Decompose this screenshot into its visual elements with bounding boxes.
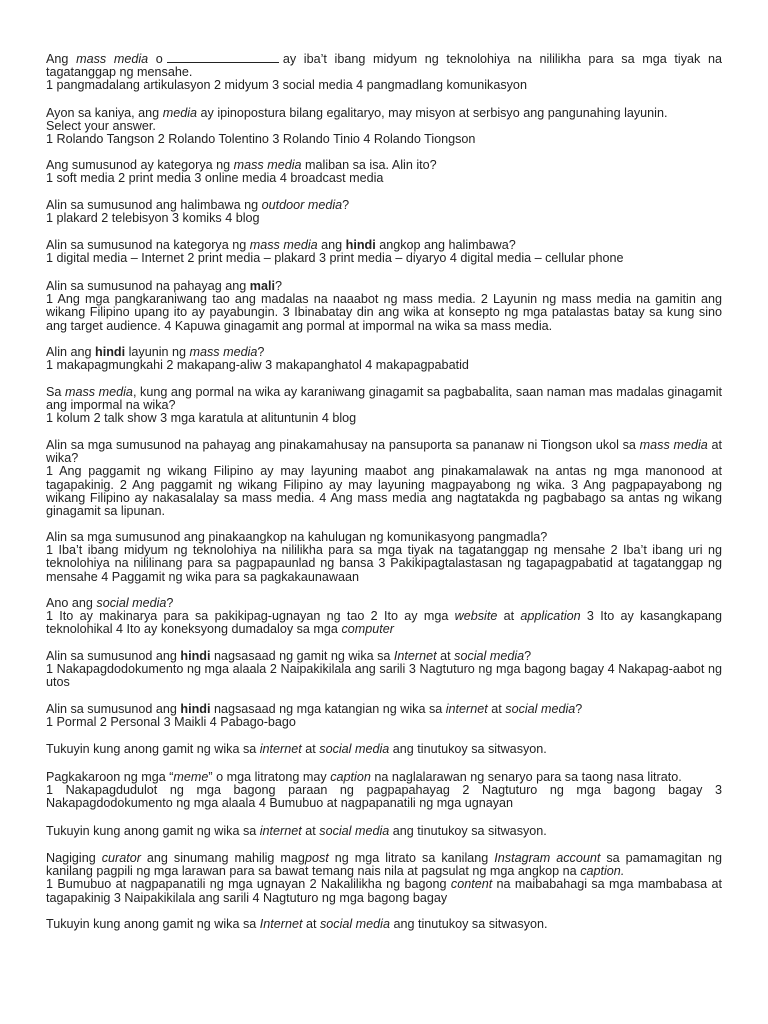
question-prompt: Ang sumusunod ay kategorya ng mass media maliban sa isa. Alin ito?: [46, 158, 437, 172]
instruction-2: [46, 825, 722, 838]
question-prompt: Ang mass media o ay iba’t ibang midyum ng teknolohiya na nililikha para sa mga tiyak na tagatanggap ng mensahe.: [46, 52, 722, 80]
question-prompt: Ano ang social media?: [46, 596, 174, 610]
question-options: 1 soft media 2 print media 3 online media 4 broadcast media: [46, 171, 384, 186]
instruction-1: [46, 743, 722, 756]
question-13: [46, 703, 722, 729]
question-2: [46, 107, 722, 147]
question-prompt: Alin sa sumusunod ang hindi nagsasaad ng mga katangian ng wika sa internet at social media?: [46, 702, 583, 716]
question-prompt: Tukuyin kung anong gamit ng wika sa internet at social media ang tinutukoy sa sitwasyon.: [46, 824, 547, 838]
question-options: 1 Bumubuo at nagpapanatili ng mga ugnayan 2 Nakalilikha ng bagong content na maibabahagi sa mga mambabasa at tagapakinig 3 Naipakikilala ang sarili 4 Nagtuturo ng mga bagong bagay: [46, 877, 722, 905]
question-options: 1 kolum 2 talk show 3 mga karatula at alituntunin 4 blog: [46, 411, 357, 426]
question-instruction: Select your answer.: [46, 119, 156, 134]
question-prompt: Alin sa sumusunod na kategorya ng mass media ang hindi angkop ang halimbawa?: [46, 238, 516, 252]
question-options: 1 Ito ay makinarya para sa pakikipag-ugnayan ng tao 2 Ito ay mga website at application 3 Ito ay kasangkapang teknolohikal 4 Ito ay koneksyong dumadaloy sa mga computer: [46, 609, 722, 637]
question-3: [46, 159, 722, 185]
question-8: [46, 386, 722, 426]
question-6: [46, 280, 722, 333]
question-5: [46, 239, 722, 265]
instruction-3: [46, 918, 722, 931]
question-options: 1 Iba’t ibang midyum ng teknolohiya na nililikha para sa mga tiyak na tagatanggap ng mensahe 2 Iba’t ibang uri ng teknolohiya na nililinang para sa pagpapaunlad ng bansa 3 Pakikipagtalastasan ng tagapagpabatid at tagatanggap ng mensahe 4 Paggamit ng wika para sa pagkakaunawaan: [46, 543, 722, 584]
question-prompt: Tukuyin kung anong gamit ng wika sa internet at social media ang tinutukoy sa sitwasyon.: [46, 742, 547, 756]
question-15: [46, 852, 722, 905]
answer-blank: [167, 52, 279, 63]
question-options: 1 Nakapagdudulot ng mga bagong paraan ng pagpapahayag 2 Nagtuturo ng mga bagong bagay 3 Nakapagdodokumento ng mga alaala 4 Bumubuo at nagpapanatili ng mga ugnayan: [46, 783, 722, 811]
question-11: [46, 597, 722, 637]
question-prompt: Sa mass media, kung ang pormal na wika ay karaniwang ginagamit sa pagbabalita, saan naman mas madalas ginagamit ang impormal na wika?: [46, 385, 723, 413]
question-4: [46, 199, 722, 225]
question-9: [46, 439, 722, 518]
question-options: 1 Rolando Tangson 2 Rolando Tolentino 3 Rolando Tinio 4 Rolando Tiongson: [46, 132, 476, 147]
question-options: 1 Nakapagdodokumento ng mga alaala 2 Naipakikilala ang sarili 3 Nagtuturo ng mga bagong bagay 4 Nakapag-aabot ng utos: [46, 662, 722, 690]
question-1: [46, 52, 722, 93]
question-prompt: Alin sa sumusunod ang halimbawa ng outdoor media?: [46, 198, 350, 212]
question-options: 1 makapagmungkahi 2 makapang-aliw 3 makapanghatol 4 makapagpabatid: [46, 358, 469, 373]
question-prompt: Tukuyin kung anong gamit ng wika sa Internet at social media ang tinutukoy sa sitwasyon.: [46, 917, 548, 931]
question-prompt: Alin sa sumusunod ang hindi nagsasaad ng gamit ng wika sa Internet at social media?: [46, 649, 532, 663]
question-prompt: Nagiging curator ang sinumang mahilig magpost ng mga litrato sa kanilang Instagram account sa pamamagitan ng kanilang pagpili ng mga larawan para sa bawat temang nais nila at pagsulat ng mga angkop na caption.: [46, 851, 722, 879]
question-prompt: Pagkakaroon ng mga “meme” o mga litratong may caption na naglalarawan ng senaryo para sa taong nasa litrato.: [46, 770, 682, 784]
question-12: [46, 650, 722, 690]
question-options: 1 Ang mga pangkaraniwang tao ang madalas na naaabot ng mass media. 2 Layunin ng mass media na gamitin ang wikang Filipino upang ito ay payabungin. 3 Ibinabatay din ang wika at konsepto ng mga patalastas batay sa kung sino ang target audience. 4 Kapuwa ginagamit ang pormal at impormal na wika sa mass media.: [46, 292, 722, 333]
question-options: 1 Ang paggamit ng wikang Filipino ay may layuning maabot ang pinakamalawak na antas ng mga manonood at tagapakinig. 2 Ang paggamit ng wikang Filipino ay may layuning magpayabong ng wika. 3 Ang pagpapayabong ng wikang Filipino ay nakasalalay sa mass media. 4 Ang mass media ang nagtatakda ng pagbabago sa antas ng wikang ginagamit sa lipunan.: [46, 464, 722, 519]
question-prompt: Alin sa mga sumusunod ang pinakaangkop na kahulugan ng komunikasyong pangmadla?: [46, 530, 548, 544]
question-options: 1 Pormal 2 Personal 3 Maikli 4 Pabago-bago: [46, 715, 296, 730]
question-prompt: Alin sa mga sumusunod na pahayag ang pinakamahusay na pansuporta sa pananaw ni Tiongson ukol sa mass media at wika?: [46, 438, 722, 466]
question-options: 1 plakard 2 telebisyon 3 komiks 4 blog: [46, 211, 260, 226]
question-10: [46, 531, 722, 584]
question-14: [46, 771, 722, 811]
question-options: 1 pangmadalang artikulasyon 2 midyum 3 social media 4 pangmadlang komunikasyon: [46, 78, 527, 93]
question-7: [46, 346, 722, 372]
question-options: 1 digital media – Internet 2 print media – plakard 3 print media – diyaryo 4 digital media – cellular phone: [46, 251, 624, 266]
question-prompt: Ayon sa kaniya, ang media ay ipinopostura bilang egalitaryo, may misyon at serbisyo ang pangunahing layunin.: [46, 106, 668, 120]
question-prompt: Alin ang hindi layunin ng mass media?: [46, 345, 265, 359]
question-prompt: Alin sa sumusunod na pahayag ang mali?: [46, 279, 282, 293]
